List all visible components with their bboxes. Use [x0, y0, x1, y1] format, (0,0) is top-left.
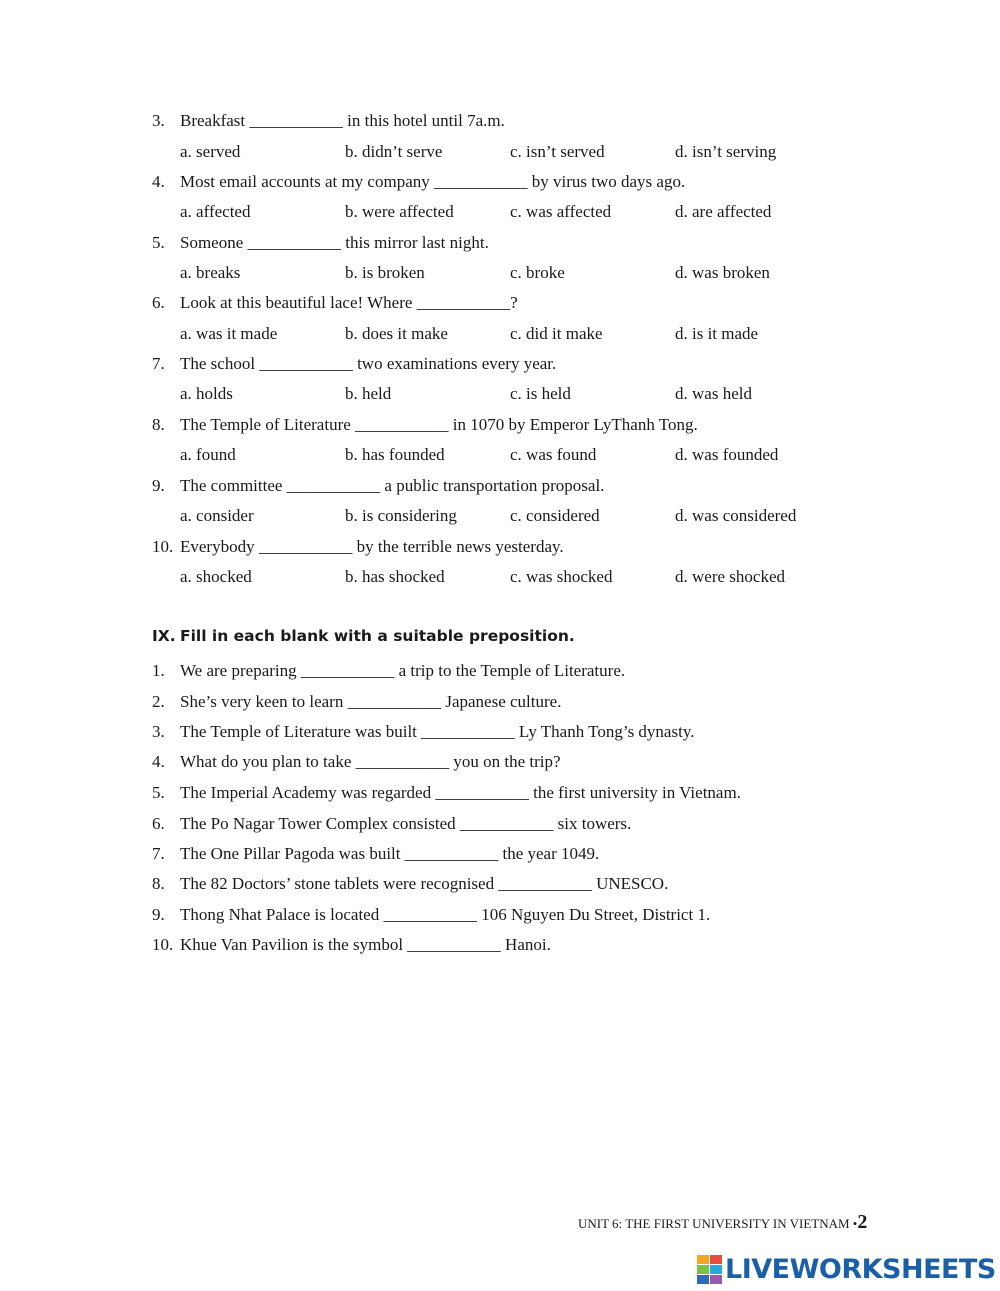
logo-text: LIVEWORKSHEETS [725, 1253, 996, 1285]
question-text: Someone ___________ this mirror last night. [180, 233, 489, 252]
option-d[interactable]: d. are affected [675, 202, 772, 221]
option-a[interactable]: a. was it made [180, 324, 278, 343]
fill-item-9: 9. Thong Nhat Palace is located ___________ 106 Nguyen Du Street, District 1. [152, 905, 711, 924]
option-a[interactable]: a. served [180, 142, 241, 161]
option-d[interactable]: d. were shocked [675, 567, 785, 586]
fill-item-1: 1. We are preparing ___________ a trip to the Temple of Literature. [152, 661, 626, 680]
option-b[interactable]: b. has founded [345, 445, 445, 464]
question-text: The Temple of Literature ___________ in 1070 by Emperor LyThanh Tong. [180, 415, 698, 434]
fill-item-6: 6. The Po Nagar Tower Complex consisted ___________ six towers. [152, 814, 632, 833]
option-b[interactable]: b. has shocked [345, 567, 445, 586]
option-b[interactable]: b. does it make [345, 324, 448, 343]
section-ix-title: IX. Fill in each blank with a suitable preposition. [152, 627, 575, 645]
question-8: 8. The Temple of Literature ___________ in 1070 by Emperor LyThanh Tong. [152, 415, 698, 434]
fill-item-10: 10. Khue Van Pavilion is the symbol ___________ Hanoi. [152, 935, 551, 954]
option-a[interactable]: a. found [180, 445, 236, 464]
option-d[interactable]: d. was broken [675, 263, 770, 282]
option-a[interactable]: a. breaks [180, 263, 241, 282]
question-5: 5. Someone ___________ this mirror last night. [152, 233, 489, 252]
question-text: Most email accounts at my company ___________ by virus two days ago. [180, 172, 686, 191]
fill-item-8: 8. The 82 Doctors’ stone tablets were recognised ___________ UNESCO. [152, 874, 669, 893]
option-a[interactable]: a. holds [180, 384, 233, 403]
question-3: 3. Breakfast ___________ in this hotel until 7a.m. [152, 111, 505, 130]
option-b[interactable]: b. didn’t serve [345, 142, 443, 161]
question-6: 6. Look at this beautiful lace! Where ___________? [152, 293, 518, 312]
page-number: 2 [857, 1211, 868, 1233]
option-c[interactable]: c. did it make [510, 324, 603, 343]
question-4: 4. Most email accounts at my company ___________ by virus two days ago. [152, 172, 686, 191]
liveworksheets-logo[interactable] [697, 1253, 996, 1285]
page-footer: UNIT 6: THE FIRST UNIVERSITY IN VIETNAM •2 [578, 1211, 868, 1233]
option-c[interactable]: c. was found [510, 445, 597, 464]
question-9: 9. The committee ___________ a public transportation proposal. [152, 476, 605, 495]
option-d[interactable]: d. is it made [675, 324, 759, 343]
option-d[interactable]: d. was considered [675, 506, 797, 525]
fill-item-3: 3. The Temple of Literature was built ___________ Ly Thanh Tong’s dynasty. [152, 722, 695, 741]
question-10: 10. Everybody ___________ by the terrible news yesterday. [152, 537, 564, 556]
fill-item-2: 2. She’s very keen to learn ___________ Japanese culture. [152, 692, 562, 711]
option-d[interactable]: d. was founded [675, 445, 779, 464]
liveworksheets-icon [697, 1255, 721, 1283]
option-d[interactable]: d. isn’t serving [675, 142, 777, 161]
fill-item-5: 5. The Imperial Academy was regarded ___________ the first university in Vietnam. [152, 783, 741, 802]
fill-item-7: 7. The One Pillar Pagoda was built ___________ the year 1049. [152, 844, 600, 863]
option-d[interactable]: d. was held [675, 384, 752, 403]
option-c[interactable]: c. broke [510, 263, 565, 282]
option-c[interactable]: c. isn’t served [510, 142, 605, 161]
option-a[interactable]: a. consider [180, 506, 254, 525]
option-a[interactable]: a. affected [180, 202, 251, 221]
option-b[interactable]: b. is considering [345, 506, 457, 525]
fill-item-4: 4. What do you plan to take ___________ you on the trip? [152, 752, 561, 771]
option-c[interactable]: c. was shocked [510, 567, 613, 586]
option-b[interactable]: b. held [345, 384, 392, 403]
option-c[interactable]: c. considered [510, 506, 600, 525]
question-text: The school ___________ two examinations every year. [180, 354, 557, 373]
question-text: Breakfast ___________ in this hotel until 7a.m. [180, 111, 505, 130]
question-text: The committee ___________ a public transportation proposal. [180, 476, 605, 495]
question-7: 7. The school ___________ two examinations every year. [152, 354, 557, 373]
option-a[interactable]: a. shocked [180, 567, 252, 586]
option-b[interactable]: b. were affected [345, 202, 454, 221]
question-text: Look at this beautiful lace! Where ___________? [180, 293, 518, 312]
option-b[interactable]: b. is broken [345, 263, 425, 282]
question-text: Everybody ___________ by the terrible news yesterday. [180, 537, 564, 556]
option-c[interactable]: c. was affected [510, 202, 612, 221]
option-c[interactable]: c. is held [510, 384, 571, 403]
